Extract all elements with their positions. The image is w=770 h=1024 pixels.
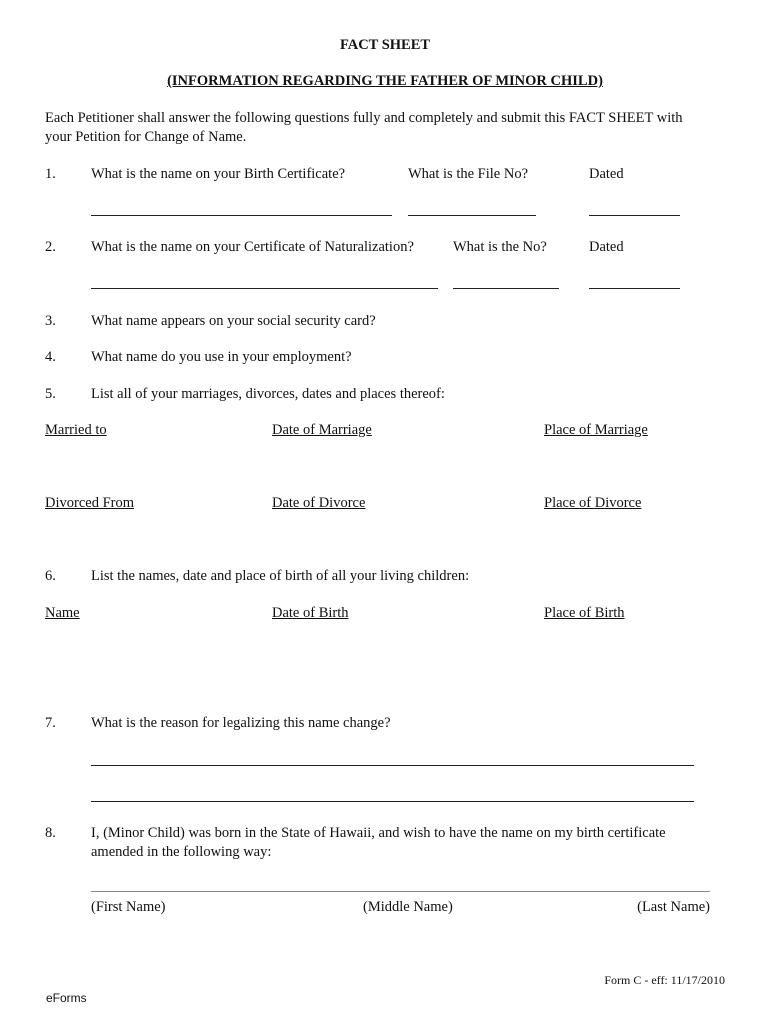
- q1-number: 1.: [45, 166, 56, 182]
- intro-line-2: your Petition for Change of Name.: [45, 129, 247, 145]
- q1-file-field[interactable]: [408, 215, 536, 216]
- children-entry-area[interactable]: [45, 632, 685, 692]
- form-id: Form C - eff: 11/17/2010: [604, 973, 725, 987]
- q3-question: What name appears on your social security card?: [91, 313, 376, 329]
- first-name-caption: (First Name): [91, 899, 166, 915]
- q2-no-label: What is the No?: [453, 239, 547, 255]
- q1-name-field[interactable]: [91, 215, 392, 216]
- child-name-header: Name: [45, 605, 80, 621]
- q1-dated-label: Dated: [589, 166, 624, 182]
- q4-question: What name do you use in your employment?: [91, 349, 352, 365]
- married-to-header: Married to: [45, 422, 107, 438]
- q6-question: List the names, date and place of birth of all your living children:: [91, 568, 470, 584]
- eforms-brand: eForms: [46, 991, 87, 1005]
- q2-name-field[interactable]: [91, 288, 438, 289]
- date-of-divorce-header: Date of Divorce: [272, 495, 366, 511]
- child-place-of-birth-header: Place of Birth: [544, 605, 625, 621]
- q1-dated-field[interactable]: [589, 215, 680, 216]
- place-of-marriage-header: Place of Marriage: [544, 422, 648, 438]
- place-of-divorce-header: Place of Divorce: [544, 495, 642, 511]
- marriages-entry-area[interactable]: [45, 448, 685, 468]
- q7-reason-field-1[interactable]: [91, 765, 694, 766]
- q7-question: What is the reason for legalizing this name change?: [91, 715, 391, 731]
- q8-number: 8.: [45, 825, 56, 841]
- page-subtitle: (INFORMATION REGARDING THE FATHER OF MINOR CHILD): [167, 73, 603, 89]
- q5-question: List all of your marriages, divorces, dates and places thereof:: [91, 386, 445, 402]
- q7-reason-field-2[interactable]: [91, 801, 694, 802]
- q3-number: 3.: [45, 313, 56, 329]
- middle-name-caption: (Middle Name): [363, 899, 453, 915]
- q2-number: 2.: [45, 239, 56, 255]
- last-name-caption: (Last Name): [637, 899, 710, 915]
- divorces-entry-area[interactable]: [45, 522, 685, 542]
- intro-line-1: Each Petitioner shall answer the following questions fully and completely and submit this FACT SHEET with: [45, 110, 683, 126]
- q2-dated-field[interactable]: [589, 288, 680, 289]
- q4-number: 4.: [45, 349, 56, 365]
- q7-number: 7.: [45, 715, 56, 731]
- date-of-marriage-header: Date of Marriage: [272, 422, 372, 438]
- q2-question: What is the name on your Certificate of Naturalization?: [91, 239, 414, 255]
- divorced-from-header: Divorced From: [45, 495, 134, 511]
- q1-question: What is the name on your Birth Certificate?: [91, 166, 346, 182]
- q1-file-label: What is the File No?: [408, 166, 529, 182]
- q8-line-2: amended in the following way:: [91, 844, 272, 860]
- q5-number: 5.: [45, 386, 56, 402]
- child-date-of-birth-header: Date of Birth: [272, 605, 349, 621]
- q6-number: 6.: [45, 568, 56, 584]
- q2-dated-label: Dated: [589, 239, 624, 255]
- q8-new-name-field[interactable]: [91, 891, 710, 892]
- q8-line-1: I, (Minor Child) was born in the State of Hawaii, and wish to have the name on my birth certificate: [91, 825, 666, 841]
- page-title: FACT SHEET: [339, 37, 431, 53]
- q2-no-field[interactable]: [453, 288, 559, 289]
